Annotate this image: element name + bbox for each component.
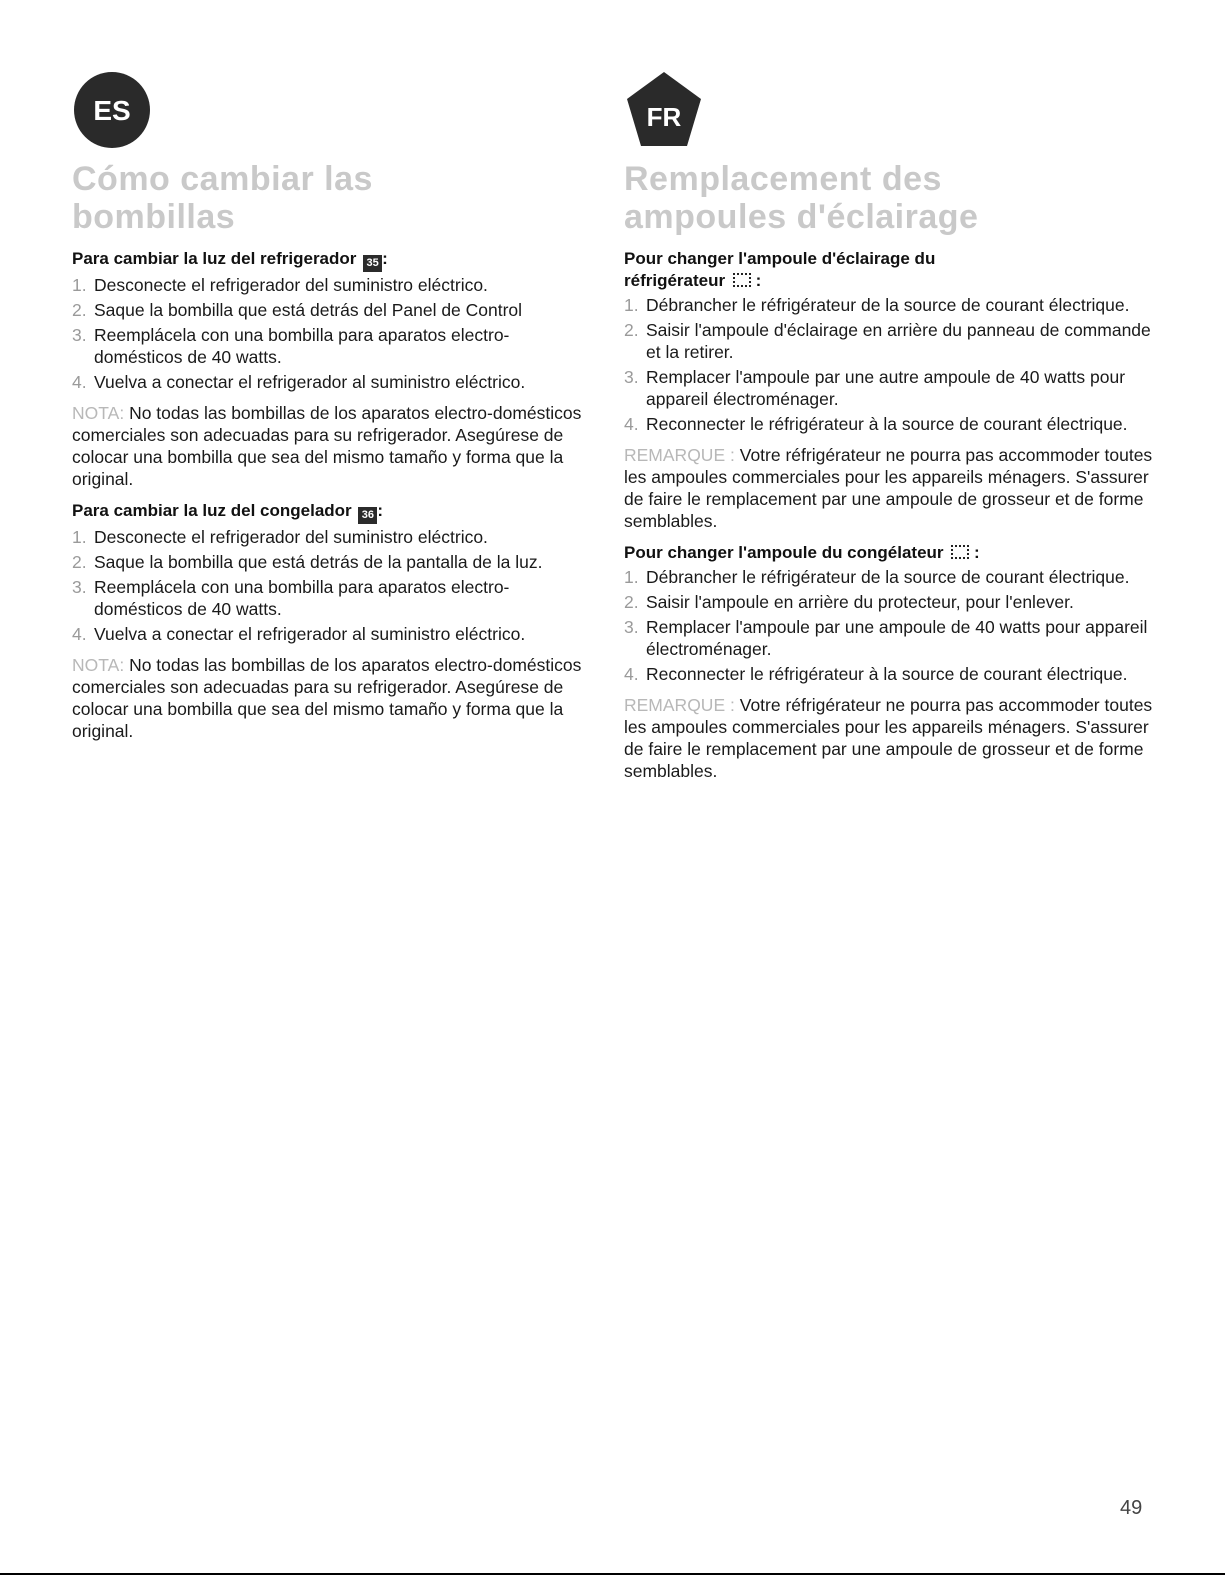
list-item: 1. Débrancher le réfrigérateur de la source de courant électrique. [624,295,1130,315]
list-item: 2. Saque la bombilla que está detrás del Panel de Control [72,300,523,320]
spanish-section [72,70,592,752]
es-badge-text: ES [93,95,131,126]
refrigerator-light-icon [733,273,751,287]
list-item: 1. Débrancher le réfrigérateur de la source de courant électrique. [624,567,1130,587]
list-item: 4. Reconnecter le réfrigérateur à la source de courant électrique. [624,414,1128,434]
es-page-title [72,160,592,236]
es-title-line-1: Cómo cambiar las [72,160,373,198]
list-item: 1. Desconecte el refrigerador del suministro eléctrico. [72,275,488,295]
es-fridge-heading-text: Para cambiar la luz del refrigerador [72,249,357,268]
list-item: 2. Saque la bombilla que está detrás de la pantalla de la luz. [72,552,543,572]
list-item: 2. Saisir l'ampoule en arrière du protecteur, pour l'enlever. [624,592,1074,612]
fr-freezer-note: REMARQUE : Votre réfrigérateur ne pourra pas accommoder toutes les ampoules commerciales pour les appareils ménagers. S'assurer de faire le remplacement par une ampoule de grosseur et de forme semblables. [624,695,1153,781]
es-freezer-note: NOTA: No todas las bombillas de los aparatos electro-domésticos comerciales son adecuadas para su refrigerador. Asegúrese de colocar una bombilla que sea del mismo tamaño y forma que la original. [72,655,582,741]
fr-page-title [624,160,1154,236]
list-item: 4. Vuelva a conectar el refrigerador al suministro eléctrico. [72,624,526,644]
list-item: 3. Reemplácela con una bombilla para aparatos electro-domésticos de 40 watts. [72,577,510,619]
fr-freezer-heading-text: Pour changer l'ampoule du congélateur [624,543,944,562]
fr-freezer-heading: Pour changer l'ampoule du congélateur : [624,543,980,562]
french-section [624,70,1154,792]
list-item: 2. Saisir l'ampoule d'éclairage en arrière du panneau de commande et la retirer. [624,320,1151,362]
es-freezer-heading: Para cambiar la luz del congelador 36 : [72,500,592,524]
list-item: 4. Reconnecter le réfrigérateur à la source de courant électrique. [624,664,1128,684]
es-fridge-steps [72,274,592,393]
fr-fridge-heading-line-1: Pour changer l'ampoule d'éclairage du [624,249,936,268]
fr-fridge-heading: Pour changer l'ampoule d'éclairage du réfrigérateur : [624,249,936,290]
es-freezer-steps [72,526,592,645]
figure-ref-icon: 35 [363,255,382,272]
fr-title-line-1: Remplacement des [624,160,942,198]
page-bottom-rule [0,1573,1225,1575]
fr-fridge-heading-line-2: réfrigérateur [624,271,726,290]
fr-badge-text: FR [646,102,682,132]
fr-freezer-steps [624,566,1154,685]
es-fridge-note: NOTA: No todas las bombillas de los aparatos electro-domésticos comerciales son adecuadas para su refrigerador. Asegúrese de colocar una bombilla que sea del mismo tamaño y forma que la original. [72,403,582,489]
es-title-line-2: bombillas [72,198,236,236]
list-item: 3. Remplacer l'ampoule par une ampoule de 40 watts pour appareil électroménager. [624,617,1148,659]
list-item: 3. Reemplácela con una bombilla para aparatos electro-domésticos de 40 watts. [72,325,510,367]
fr-pentagon-badge-icon [624,70,704,150]
freezer-light-icon [951,545,969,559]
page-number: 49 [1120,1497,1143,1519]
fr-language-badge [624,70,1154,150]
list-item: 4. Vuelva a conectar el refrigerador al suministro eléctrico. [72,372,526,392]
es-circle-badge-icon [72,70,152,150]
es-language-badge [72,70,592,150]
list-item: 1. Desconecte el refrigerador del suministro eléctrico. [72,527,488,547]
list-item: 3. Remplacer l'ampoule par une autre ampoule de 40 watts pour appareil électroménager. [624,367,1126,409]
fr-fridge-note: REMARQUE : Votre réfrigérateur ne pourra pas accommoder toutes les ampoules commerciales pour les appareils ménagers. S'assurer de faire le remplacement par une ampoule de grosseur et de forme semblables. [624,445,1153,531]
fr-fridge-steps [624,294,1154,435]
figure-ref-icon: 36 [358,507,377,524]
es-freezer-heading-text: Para cambiar la luz del congelador [72,501,352,520]
fr-title-line-2: ampoules d'éclairage [624,198,979,236]
es-fridge-heading: Para cambiar la luz del refrigerador 35 : [72,248,592,272]
